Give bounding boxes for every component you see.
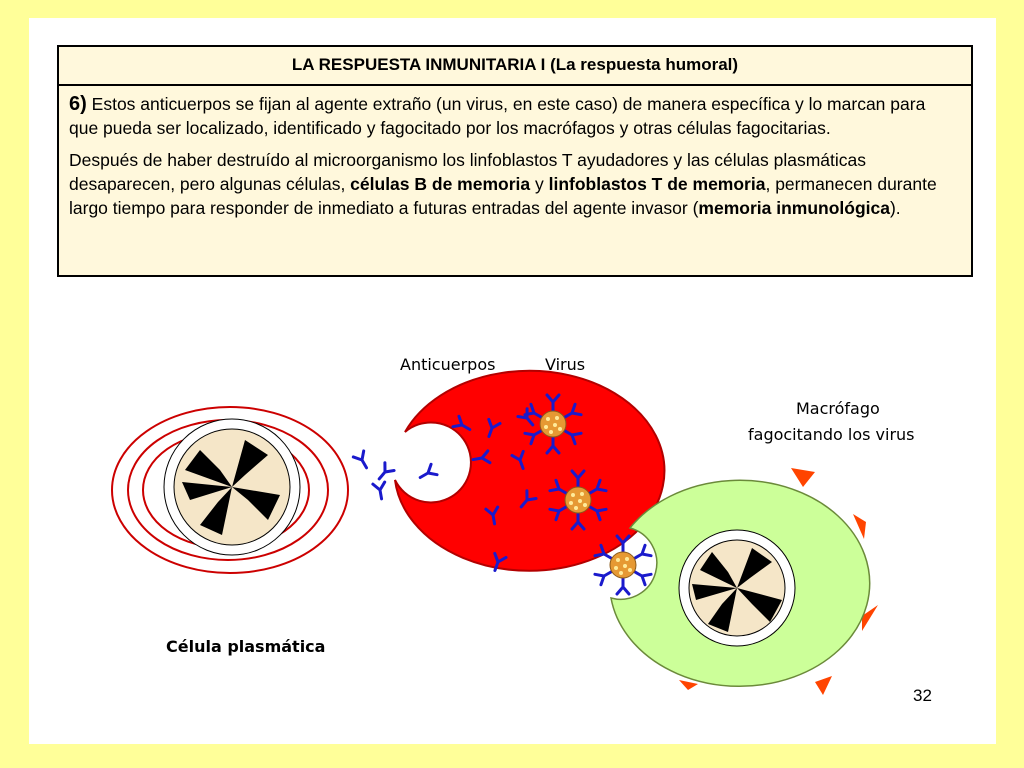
label-macrophage-2: fagocitando los virus (748, 425, 915, 444)
label-antibodies: Anticuerpos (400, 355, 496, 374)
page-number: 32 (913, 686, 932, 705)
p2-text-3: , permanecen durante largo tiempo para responder de inmediato a futuras entradas del agente invasor ( (69, 174, 937, 218)
p2-text-1: Después de haber destruído al microorganismo los linfoblastos T ayudadores y las células plasmáticas desaparecen, pero algunas células, (69, 150, 866, 194)
p2-bold-3: memoria inmunológica (698, 198, 890, 218)
paragraph-number: 6) (69, 93, 87, 115)
label-virus: Virus (545, 355, 586, 374)
title-main: LA RESPUESTA INMUNITARIA I (291, 55, 546, 74)
p2-bold-1: células B de memoria (350, 174, 531, 194)
antibodies-in-notch (353, 451, 437, 500)
p2-text-2: y (530, 174, 549, 194)
label-plasma-cell: Célula plasmática (166, 637, 326, 656)
paragraph-1-text: Estos anticuerpos se fijan al agente extraño (un virus, en este caso) de manera específica y lo marcan para que pueda ser localizado, identificado y fagocitado por los macrófagos y otras células fagocitarias. (69, 94, 926, 138)
title-sub: (La respuesta humoral) (550, 55, 739, 74)
label-macrophage-1: Macrófago (796, 399, 880, 418)
p2-text-4: ). (889, 198, 901, 218)
p2-bold-2: linfoblastos T de memoria (548, 174, 766, 194)
